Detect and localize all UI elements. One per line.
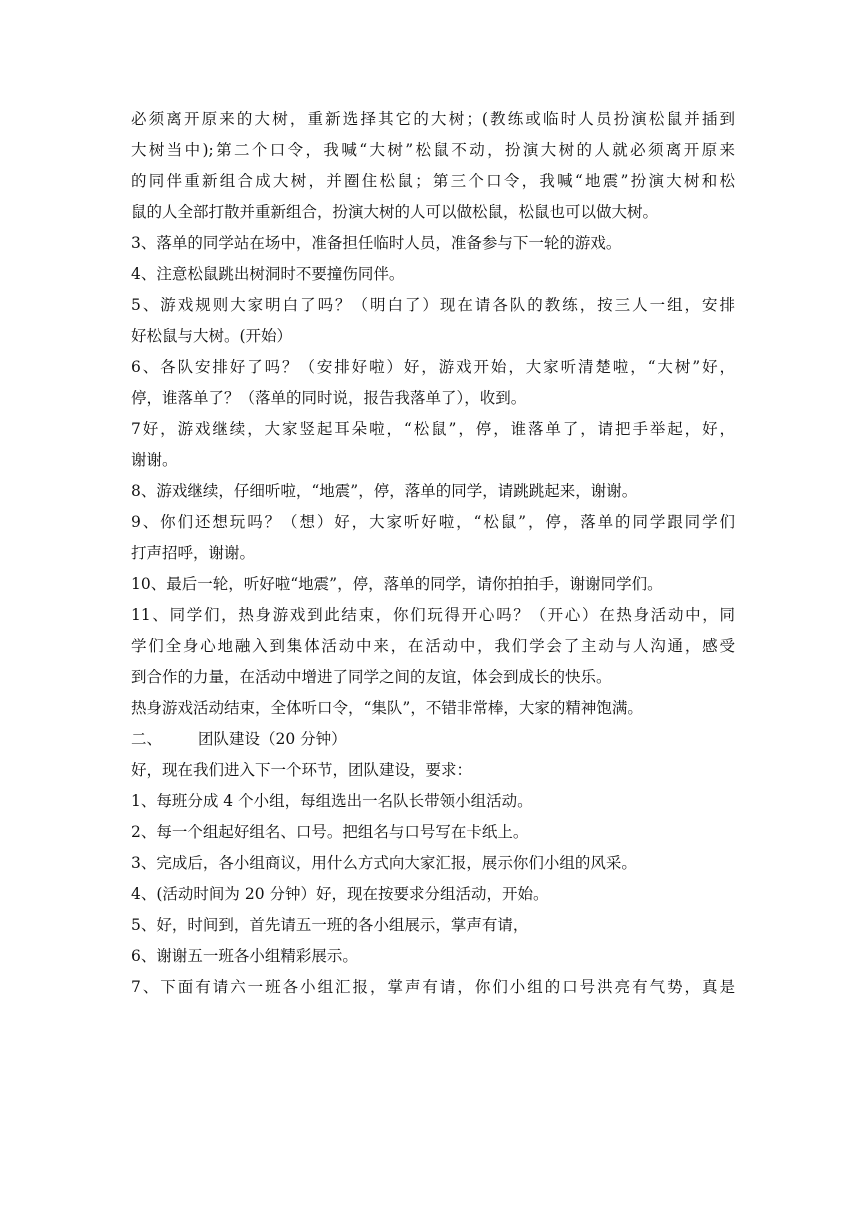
text-line: 到合作的力量，在活动中增进了同学之间的友谊，体会到成长的快乐。 <box>131 668 612 686</box>
section-number: 二、 <box>131 730 163 748</box>
text-line: 9、你们还想玩吗？（想）好，大家听好啦，“松鼠”，停，落单的同学跟同学们 <box>131 513 735 531</box>
text-line: 7好，游戏继续，大家竖起耳朵啦，“松鼠”，停，谁落单了，请把手举起，好， <box>131 420 735 438</box>
paragraph-item-8 <box>131 476 735 507</box>
text-line: 谢谢。 <box>131 451 178 469</box>
paragraph-step-5 <box>131 910 735 941</box>
text-line: 1、每班分成 4 个小组，每组选出一名队长带领小组活动。 <box>131 792 533 810</box>
paragraph-rules-continued <box>131 104 735 228</box>
text-line: 3、落单的同学站在场中，准备担任临时人员，准备参与下一轮的游戏。 <box>131 234 622 252</box>
paragraph-item-11 <box>131 600 735 693</box>
paragraph-item-5 <box>131 290 735 352</box>
text-line: 2、每一个组起好组名、口号。把组名与口号写在卡纸上。 <box>131 823 529 841</box>
paragraph-item-3 <box>131 228 735 259</box>
text-line: 4、注意松鼠跳出树洞时不要撞伤同伴。 <box>131 265 405 283</box>
text-line: 4、(活动时间为 20 分钟）好，现在按要求分组活动，开始。 <box>131 885 549 903</box>
text-line: 3、完成后，各小组商议，用什么方式向大家汇报，展示你们小组的风采。 <box>131 854 637 872</box>
text-line: 6、谢谢五一班各小组精彩展示。 <box>131 947 358 965</box>
text-line: 鼠的人全部打散并重新组合，扮演大树的人可以做松鼠，松鼠也可以做大树。 <box>131 203 659 221</box>
text-line: 8、游戏继续，仔细听啦，“地震”，停，落单的同学，请跳跳起来，谢谢。 <box>131 482 638 500</box>
text-line: 热身游戏活动结束，全体听口令，“集队”，不错非常棒，大家的精神饱满。 <box>131 699 643 717</box>
paragraph-step-7 <box>131 972 735 1003</box>
text-line: 7、下面有请六一班各小组汇报，掌声有请，你们小组的口号洪亮有气势，真是 <box>131 978 735 996</box>
text-line: 停，谁落单了？（落单的同时说，报告我落单了），收到。 <box>131 389 527 407</box>
text-line: 6、各队安排好了吗？（安排好啦）好，游戏开始，大家听清楚啦，“大树”好， <box>131 358 735 376</box>
document-body <box>131 104 735 1003</box>
text-line: 必须离开原来的大树，重新选择其它的大树；(教练或临时人员扮演松鼠并插到 <box>131 110 735 128</box>
text-line: 好松鼠与大树。(开始） <box>131 327 293 345</box>
paragraph-step-1 <box>131 786 735 817</box>
paragraph-item-10 <box>131 569 735 600</box>
paragraph-step-3 <box>131 848 735 879</box>
text-line: 5、游戏规则大家明白了吗？（明白了）现在请各队的教练，按三人一组，安排 <box>131 296 735 314</box>
text-line: 5、好，时间到，首先请五一班的各小组展示，掌声有请， <box>131 916 529 934</box>
paragraph-warmup-end <box>131 693 735 724</box>
paragraph-intro <box>131 755 735 786</box>
paragraph-item-4 <box>131 259 735 290</box>
text-line: 10、最后一轮，听好啦“地震”，停，落单的同学，请你拍拍手，谢谢同学们。 <box>131 575 663 593</box>
section-heading <box>131 724 735 755</box>
text-line: 大树当中);第二个口令，我喊“大树”松鼠不动，扮演大树的人就必须离开原来 <box>131 141 735 159</box>
paragraph-step-6 <box>131 941 735 972</box>
paragraph-item-9 <box>131 507 735 569</box>
text-line: 打声招呼，谢谢。 <box>131 544 256 562</box>
paragraph-step-4 <box>131 879 735 910</box>
section-title: 团队建设（20 分钟） <box>198 730 347 748</box>
paragraph-step-2 <box>131 817 735 848</box>
text-line: 好，现在我们进入下一个环节，团队建设，要求： <box>131 761 473 779</box>
text-line: 学们全身心地融入到集体活动中来，在活动中，我们学会了主动与人沟通，感受 <box>131 637 735 655</box>
paragraph-item-7 <box>131 414 735 476</box>
paragraph-item-6 <box>131 352 735 414</box>
text-line: 的同伴重新组合成大树，并圈住松鼠；第三个口令，我喊“地震”扮演大树和松 <box>131 172 735 190</box>
text-line: 11、同学们，热身游戏到此结束，你们玩得开心吗？（开心）在热身活动中，同 <box>131 606 735 624</box>
